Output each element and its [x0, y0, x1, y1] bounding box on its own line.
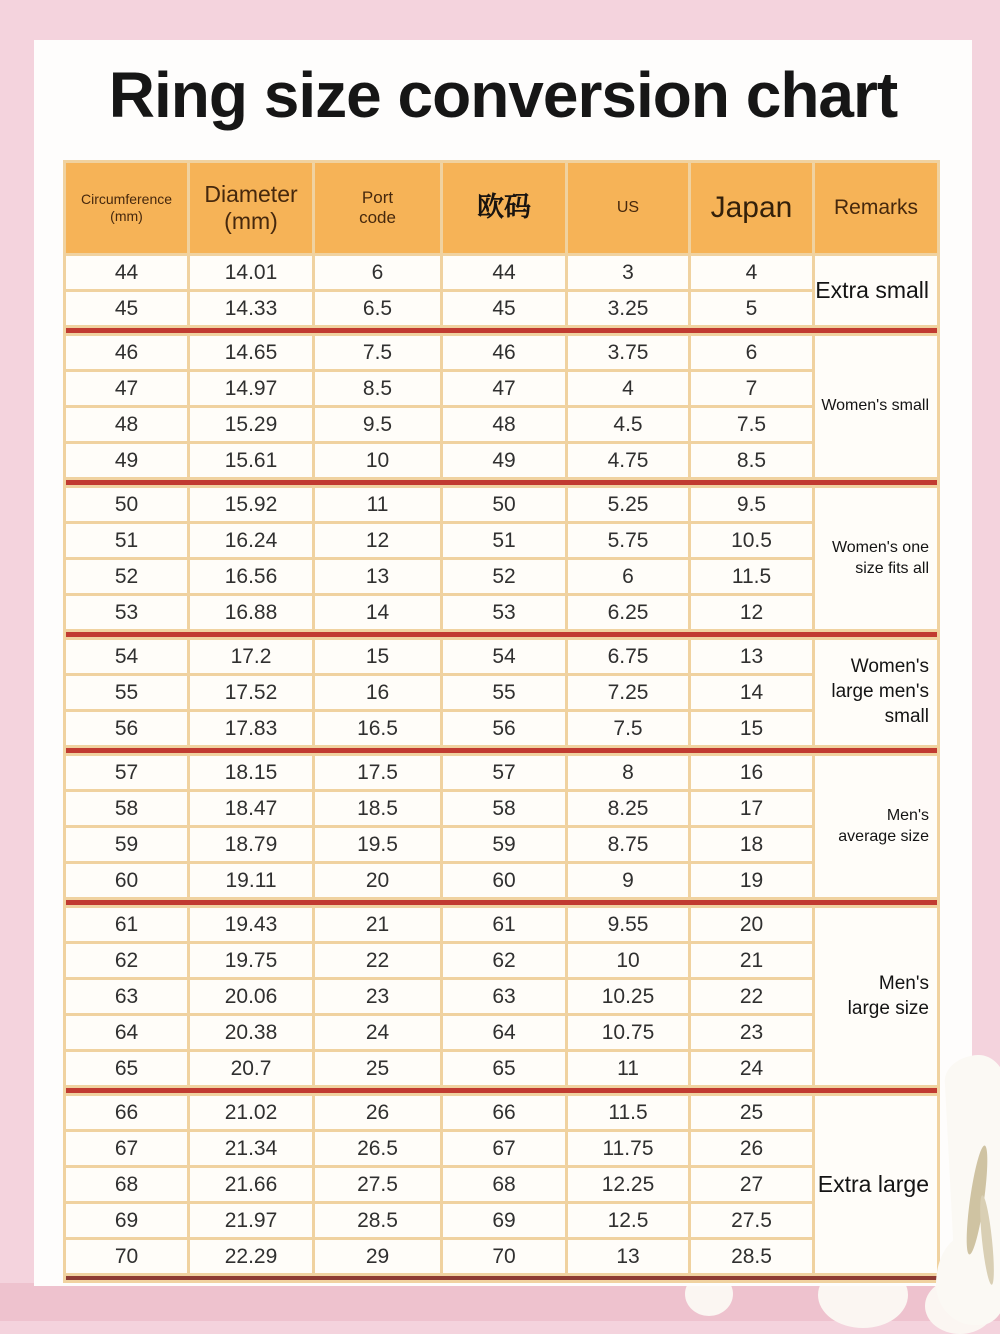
- table-cell: 49: [66, 444, 187, 477]
- remark-cell: [815, 1096, 937, 1273]
- remark-cell: [815, 488, 937, 629]
- table-cell: 68: [66, 1168, 187, 1201]
- table-cell: 15.61: [190, 444, 312, 477]
- table-cell: 17: [691, 792, 812, 825]
- header-label: Remarks: [833, 195, 918, 219]
- table-cell: 47: [66, 372, 187, 405]
- table-cell: 6: [315, 256, 440, 289]
- table-cell: 29: [315, 1240, 440, 1273]
- table-cell: 46: [66, 336, 187, 369]
- table-cell: 64: [66, 1016, 187, 1049]
- table-cell: 21.34: [190, 1132, 312, 1165]
- table-cell: 47: [443, 372, 565, 405]
- table-cell: 67: [443, 1132, 565, 1165]
- table-cell: 21: [691, 944, 812, 977]
- table-cell: 23: [315, 980, 440, 1013]
- table-cell: 9.5: [691, 488, 812, 521]
- table-cell: 45: [66, 292, 187, 325]
- table-cell: 70: [66, 1240, 187, 1273]
- table-cell: 12.5: [568, 1204, 688, 1237]
- table-cell: 48: [66, 408, 187, 441]
- header-cell-diameter: [190, 163, 312, 253]
- header-label: Diameter: [204, 180, 298, 207]
- table-cell: 58: [443, 792, 565, 825]
- table-cell: 8: [568, 756, 688, 789]
- header-cell-japan: [691, 163, 812, 253]
- table-cell: 23: [691, 1016, 812, 1049]
- table-cell: 18: [691, 828, 812, 861]
- table-cell: 7.25: [568, 676, 688, 709]
- remark-cell: [815, 908, 937, 1085]
- table-cell: 7.5: [568, 712, 688, 745]
- flower-decoration: [930, 1055, 1000, 1321]
- table-cell: 11.5: [568, 1096, 688, 1129]
- remark-cell: [815, 336, 937, 477]
- table-cell: 4.75: [568, 444, 688, 477]
- table-cell: 52: [66, 560, 187, 593]
- header-label: (mm): [224, 208, 278, 234]
- table-cell: 14.65: [190, 336, 312, 369]
- table-cell: 7: [691, 372, 812, 405]
- table-cell: 21: [315, 908, 440, 941]
- table-cell: 54: [66, 640, 187, 673]
- table-cell: 70: [443, 1240, 565, 1273]
- table-cell: 51: [66, 524, 187, 557]
- table-cell: 22.29: [190, 1240, 312, 1273]
- table-cell: 61: [443, 908, 565, 941]
- table-cell: 4: [568, 372, 688, 405]
- section-divider: [66, 328, 937, 333]
- table-cell: 11: [568, 1052, 688, 1085]
- table-cell: 63: [443, 980, 565, 1013]
- table-cell: 55: [443, 676, 565, 709]
- header-label: US: [616, 198, 640, 216]
- header-cell-us: [568, 163, 688, 253]
- table-cell: 28.5: [315, 1204, 440, 1237]
- table-cell: 69: [66, 1204, 187, 1237]
- table-cell: 48: [443, 408, 565, 441]
- table-cell: 16: [691, 756, 812, 789]
- table-cell: 64: [443, 1016, 565, 1049]
- table-cell: 16.56: [190, 560, 312, 593]
- table-cell: 13: [691, 640, 812, 673]
- table-cell: 10: [315, 444, 440, 477]
- table-cell: 3: [568, 256, 688, 289]
- table-cell: 51: [443, 524, 565, 557]
- table-cell: 63: [66, 980, 187, 1013]
- table-cell: 14.97: [190, 372, 312, 405]
- table-cell: 45: [443, 292, 565, 325]
- table-cell: 5: [691, 292, 812, 325]
- table-cell: 6.25: [568, 596, 688, 629]
- section-divider: [66, 632, 937, 637]
- table-cell: 44: [443, 256, 565, 289]
- header-cell-remarks: [815, 163, 937, 253]
- table-cell: 14: [315, 596, 440, 629]
- remark-label: small: [884, 705, 929, 727]
- table-cell: 15.29: [190, 408, 312, 441]
- table-cell: 52: [443, 560, 565, 593]
- table-cell: 56: [443, 712, 565, 745]
- remark-label: Extra large: [817, 1170, 929, 1197]
- remark-label: large men's: [831, 681, 929, 703]
- table-cell: 27.5: [315, 1168, 440, 1201]
- section-divider: [66, 748, 937, 753]
- table-cell: 20: [315, 864, 440, 897]
- remark-label: Women's one: [831, 538, 929, 556]
- table-cell: 16.5: [315, 712, 440, 745]
- table-cell: 26: [315, 1096, 440, 1129]
- table-cell: 6: [691, 336, 812, 369]
- table-cell: 20.06: [190, 980, 312, 1013]
- table-cell: 17.2: [190, 640, 312, 673]
- table-cell: 13: [568, 1240, 688, 1273]
- table-cell: 12: [691, 596, 812, 629]
- table-cell: 17.5: [315, 756, 440, 789]
- table-cell: 16: [315, 676, 440, 709]
- remark-label: Women's small: [821, 397, 929, 415]
- table-cell: 7.5: [315, 336, 440, 369]
- table-cell: 22: [315, 944, 440, 977]
- table-cell: 60: [443, 864, 565, 897]
- remark-label: Extra small: [815, 276, 929, 303]
- remark-label: size fits all: [855, 559, 929, 577]
- table-cell: 15: [315, 640, 440, 673]
- table-cell: 27: [691, 1168, 812, 1201]
- table-cell: 57: [66, 756, 187, 789]
- header-label: Circumference: [80, 191, 173, 208]
- table-cell: 4: [691, 256, 812, 289]
- section-divider: [66, 900, 937, 905]
- table-cell: 18.79: [190, 828, 312, 861]
- table-cell: 6.5: [315, 292, 440, 325]
- table-cell: 20: [691, 908, 812, 941]
- table-cell: 9: [568, 864, 688, 897]
- table-cell: 58: [66, 792, 187, 825]
- table-cell: 60: [66, 864, 187, 897]
- table-cell: 62: [66, 944, 187, 977]
- table-cell: 15.92: [190, 488, 312, 521]
- remark-cell: [815, 640, 937, 745]
- table-cell: 16.88: [190, 596, 312, 629]
- remark-cell: [815, 756, 937, 897]
- table-cell: 19.11: [190, 864, 312, 897]
- bottom-border: [66, 1276, 937, 1280]
- table-cell: 5.75: [568, 524, 688, 557]
- table-cell: 66: [66, 1096, 187, 1129]
- table-cell: 5.25: [568, 488, 688, 521]
- table-cell: 10.75: [568, 1016, 688, 1049]
- table-cell: 14.33: [190, 292, 312, 325]
- table-cell: 12: [315, 524, 440, 557]
- table-cell: 69: [443, 1204, 565, 1237]
- header-label: 欧码: [477, 192, 531, 223]
- table-cell: 66: [443, 1096, 565, 1129]
- table-cell: 11: [315, 488, 440, 521]
- header-label: Japan: [710, 191, 793, 225]
- table-cell: 54: [443, 640, 565, 673]
- table-cell: 50: [443, 488, 565, 521]
- table-cell: 8.25: [568, 792, 688, 825]
- table-cell: 13: [315, 560, 440, 593]
- table-cell: 19: [691, 864, 812, 897]
- table-cell: 20.38: [190, 1016, 312, 1049]
- header-cell-circumference: [66, 163, 187, 253]
- table-cell: 6.75: [568, 640, 688, 673]
- table-cell: 65: [66, 1052, 187, 1085]
- table-cell: 9.55: [568, 908, 688, 941]
- table-cell: 14: [691, 676, 812, 709]
- remark-cell: [815, 256, 937, 325]
- header-cell-eu-size: [443, 163, 565, 253]
- table-cell: 56: [66, 712, 187, 745]
- table-cell: 19.75: [190, 944, 312, 977]
- table-cell: 12.25: [568, 1168, 688, 1201]
- table-cell: 57: [443, 756, 565, 789]
- table-cell: 10.5: [691, 524, 812, 557]
- table-cell: 21.97: [190, 1204, 312, 1237]
- table-cell: 11.75: [568, 1132, 688, 1165]
- table-cell: 7.5: [691, 408, 812, 441]
- table-cell: 18.15: [190, 756, 312, 789]
- remark-label: Men's: [886, 806, 929, 824]
- table-cell: 62: [443, 944, 565, 977]
- section-divider: [66, 1088, 937, 1093]
- table-cell: 3.75: [568, 336, 688, 369]
- table-cell: 11.5: [691, 560, 812, 593]
- table-cell: 14.01: [190, 256, 312, 289]
- table-cell: 67: [66, 1132, 187, 1165]
- table-cell: 9.5: [315, 408, 440, 441]
- table-cell: 50: [66, 488, 187, 521]
- table-cell: 59: [66, 828, 187, 861]
- table-cell: 28.5: [691, 1240, 812, 1273]
- table-cell: 53: [66, 596, 187, 629]
- table-cell: 55: [66, 676, 187, 709]
- table-cell: 20.7: [190, 1052, 312, 1085]
- table-cell: 61: [66, 908, 187, 941]
- table-cell: 8.75: [568, 828, 688, 861]
- chart-card: [34, 40, 972, 1286]
- table-cell: 24: [315, 1016, 440, 1049]
- table-cell: 6: [568, 560, 688, 593]
- table-cell: 22: [691, 980, 812, 1013]
- table-cell: 19.5: [315, 828, 440, 861]
- table-cell: 26: [691, 1132, 812, 1165]
- table-cell: 18.5: [315, 792, 440, 825]
- table-cell: 65: [443, 1052, 565, 1085]
- table-cell: 26.5: [315, 1132, 440, 1165]
- table-cell: 17.52: [190, 676, 312, 709]
- remark-label: Women's: [850, 656, 929, 678]
- table-cell: 15: [691, 712, 812, 745]
- table-cell: 68: [443, 1168, 565, 1201]
- table-cell: 53: [443, 596, 565, 629]
- table-cell: 16.24: [190, 524, 312, 557]
- table-cell: 46: [443, 336, 565, 369]
- table-cell: 19.43: [190, 908, 312, 941]
- table-cell: 21.02: [190, 1096, 312, 1129]
- table-cell: 18.47: [190, 792, 312, 825]
- header-label: Port: [361, 187, 394, 207]
- table-cell: 49: [443, 444, 565, 477]
- table-cell: 10: [568, 944, 688, 977]
- table-cell: 59: [443, 828, 565, 861]
- header-label: code: [359, 208, 396, 227]
- header-cell-port-code: [315, 163, 440, 253]
- table-cell: 17.83: [190, 712, 312, 745]
- table-cell: 8.5: [315, 372, 440, 405]
- table-cell: 21.66: [190, 1168, 312, 1201]
- table-cell: 3.25: [568, 292, 688, 325]
- table-cell: 27.5: [691, 1204, 812, 1237]
- table-cell: 10.25: [568, 980, 688, 1013]
- section-divider: [66, 480, 937, 485]
- page-title: Ring size conversion chart: [108, 59, 898, 131]
- table-cell: 8.5: [691, 444, 812, 477]
- table-cell: 4.5: [568, 408, 688, 441]
- remark-label: Men's: [878, 972, 929, 994]
- table-cell: 44: [66, 256, 187, 289]
- table-cell: 24: [691, 1052, 812, 1085]
- remark-label: large size: [847, 997, 929, 1019]
- remark-label: average size: [838, 827, 929, 845]
- table-cell: 25: [691, 1096, 812, 1129]
- size-table: [63, 160, 940, 1283]
- table-cell: 25: [315, 1052, 440, 1085]
- header-label: (mm): [110, 208, 143, 224]
